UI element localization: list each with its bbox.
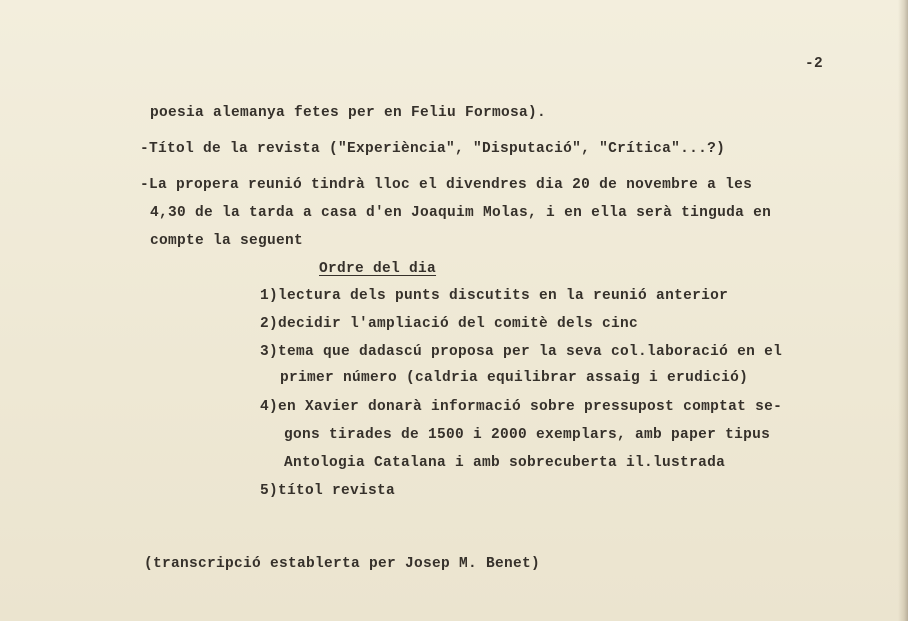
agenda-item: 3)tema que dadascú proposa per la seva col.laboració en el — [260, 344, 783, 360]
agenda-item: 2)decidir l'ampliació del comitè dels cinc — [260, 316, 639, 332]
text-line: -La propera reunió tindrà lloc el divendres dia 20 de novembre a les — [140, 177, 753, 193]
agenda-item: 5)títol revista — [260, 483, 396, 499]
footer-note: (transcripció establerta per Josep M. Benet) — [144, 556, 541, 572]
text-line: poesia alemanya fetes per en Feliu Formosa). — [150, 105, 547, 121]
agenda-item: 4)en Xavier donarà informació sobre pressupost comptat se- — [260, 399, 783, 415]
text-line: 4,30 de la tarda a casa d'en Joaquim Molas, i en ella serà tinguda en — [150, 205, 772, 221]
agenda-heading: Ordre del dia — [319, 261, 437, 277]
agenda-item: primer número (caldria equilibrar assaig i erudició) — [280, 370, 749, 386]
text-line: compte la seguent — [150, 233, 304, 249]
agenda-item: 1)lectura dels punts discutits en la reunió anterior — [260, 288, 729, 304]
agenda-item: Antologia Catalana i amb sobrecuberta il.lustrada — [284, 455, 726, 471]
text-line: -Títol de la revista ("Experiència", "Disputació", "Crítica"...?) — [140, 141, 726, 157]
page-number: -2 — [805, 56, 824, 72]
agenda-item: gons tirades de 1500 i 2000 exemplars, amb paper tipus — [284, 427, 771, 443]
